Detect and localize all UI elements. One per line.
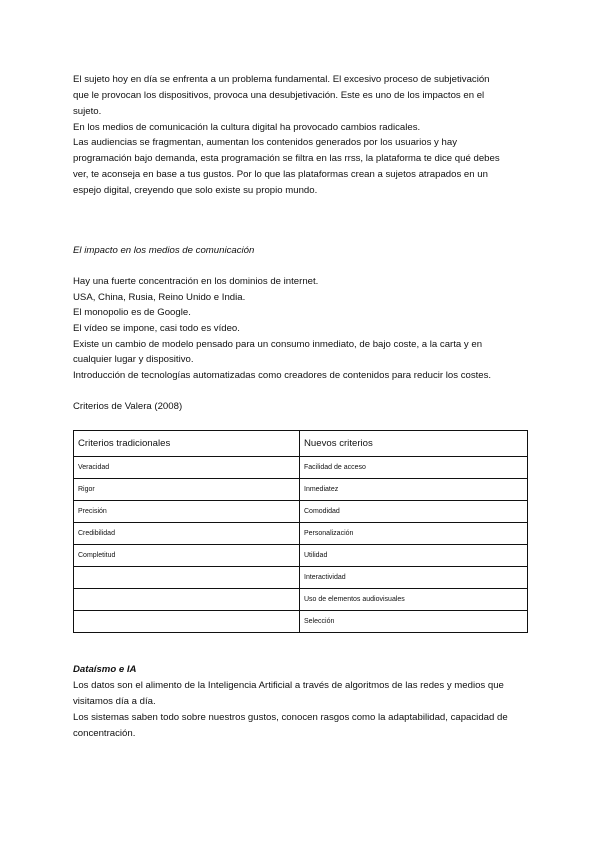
body-text-line: concentración. xyxy=(73,728,136,739)
table-cell: Uso de elementos audiovisuales xyxy=(300,589,528,611)
table-cell: Interactividad xyxy=(300,567,528,589)
table-cell xyxy=(74,589,300,611)
table-row xyxy=(74,611,528,633)
table-row xyxy=(74,589,528,611)
body-text-line: Existe un cambio de modelo pensado para un consumo inmediato, de bajo coste, a la carta y en xyxy=(73,339,483,350)
body-text-line: El vídeo se impone, casi todo es vídeo. xyxy=(73,323,240,334)
column-header-new: Nuevos criterios xyxy=(300,431,528,457)
table-cell: Credibilidad xyxy=(74,523,300,545)
body-text-line: visitamos día a día. xyxy=(73,696,156,707)
table-cell xyxy=(74,567,300,589)
table-cell: Completitud xyxy=(74,545,300,567)
table-row xyxy=(74,457,528,479)
body-text-line: Introducción de tecnologías automatizadas como creadores de contenidos para reducir los costes. xyxy=(73,370,492,381)
table-header-row xyxy=(74,431,528,457)
body-text-line: En los medios de comunicación la cultura digital ha provocado cambios radicales. xyxy=(73,122,421,133)
body-text-line: Las audiencias se fragmentan, aumentan los contenidos generados por los usuarios y hay xyxy=(73,137,457,148)
criteria-table xyxy=(73,430,528,633)
table-row xyxy=(74,479,528,501)
table-row xyxy=(74,523,528,545)
table-cell: Comodidad xyxy=(300,501,528,523)
table-cell: Precisión xyxy=(74,501,300,523)
table-caption: Criterios de Valera (2008) xyxy=(73,401,183,412)
body-text-line: que le provocan los dispositivos, provoca una desubjetivación. Este es uno de los impactos en el xyxy=(73,90,485,101)
table-cell: Rigor xyxy=(74,479,300,501)
table-cell: Utilidad xyxy=(300,545,528,567)
table-cell: Veracidad xyxy=(74,457,300,479)
body-text-line: sujeto. xyxy=(73,106,102,117)
body-text-line: espejo digital, creyendo que solo existe su propio mundo. xyxy=(73,185,318,196)
body-text-line: cualquier lugar y dispositivo. xyxy=(73,354,194,365)
body-text-line: El monopolio es de Google. xyxy=(73,307,191,318)
table-cell: Personalización xyxy=(300,523,528,545)
table-cell: Inmediatez xyxy=(300,479,528,501)
column-header-traditional: Criterios tradicionales xyxy=(74,431,300,457)
table-row xyxy=(74,501,528,523)
body-text-line: programación bajo demanda, esta programación se filtra en las rrss, la plataforma te dice qué debes xyxy=(73,153,500,164)
table-row xyxy=(74,545,528,567)
table-cell xyxy=(74,611,300,633)
table-cell: Selección xyxy=(300,611,528,633)
section-heading-media-impact: El impacto en los medios de comunicación xyxy=(73,245,255,256)
table-cell: Facilidad de acceso xyxy=(300,457,528,479)
body-text-line: Hay una fuerte concentración en los dominios de internet. xyxy=(73,276,319,287)
body-text-line: El sujeto hoy en día se enfrenta a un problema fundamental. El excesivo proceso de subjetivación xyxy=(73,74,490,85)
table-row xyxy=(74,567,528,589)
body-text-line: Los sistemas saben todo sobre nuestros gustos, conocen rasgos como la adaptabilidad, capacidad de xyxy=(73,712,508,723)
body-text-line: Los datos son el alimento de la Inteligencia Artificial a través de algoritmos de las redes y medios que xyxy=(73,680,504,691)
body-text-line: ver, te aconseja en base a tus gustos. Por lo que las plataformas crean a sujetos atrapados en un xyxy=(73,169,488,180)
section-heading-dataism: Dataísmo e IA xyxy=(73,664,137,675)
body-text-line: USA, China, Rusia, Reino Unido e India. xyxy=(73,292,246,303)
